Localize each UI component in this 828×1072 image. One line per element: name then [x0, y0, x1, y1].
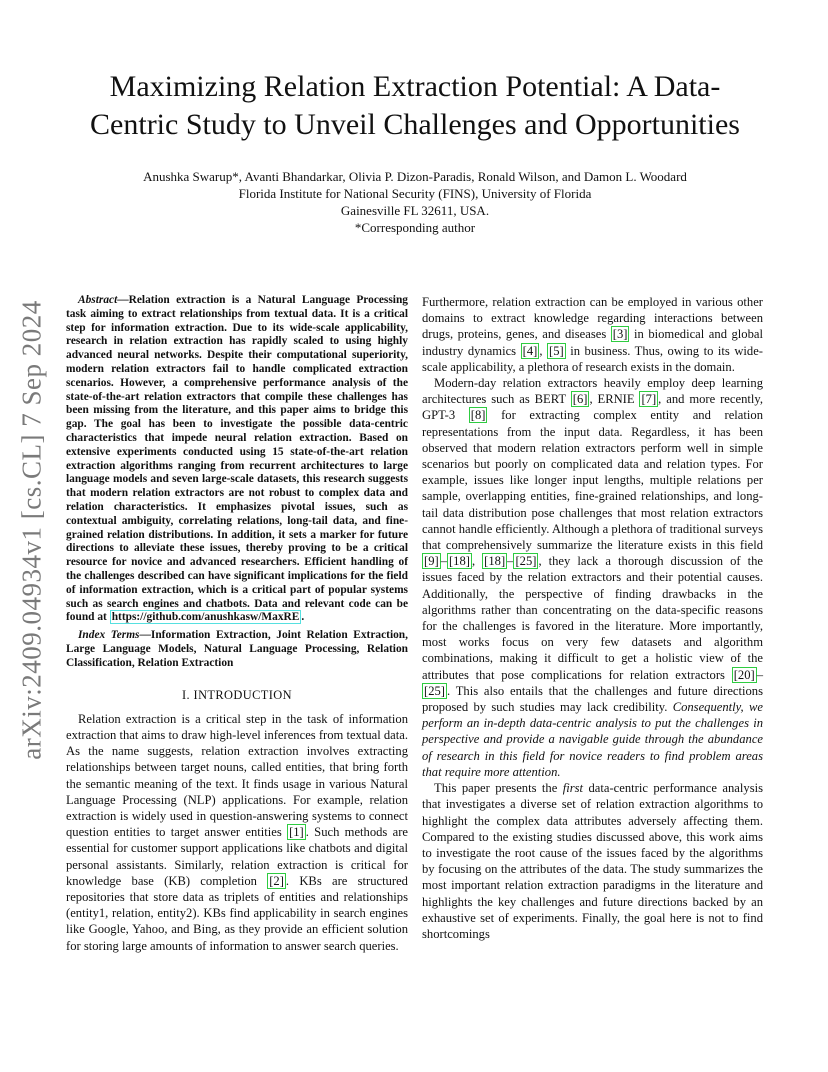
text-run: , and more recently, GPT-3 — [422, 392, 763, 423]
citation-link[interactable]: [7] — [641, 392, 657, 407]
intro-paragraph-2 — [422, 294, 763, 375]
affiliation-line-1: Florida Institute for National Security (FINS), University of Florida — [238, 186, 592, 201]
text-run: . KBs are structured repositories that store data as triplets of entities and relationships (entity1, relation, entity2). KBs find applicability in search engines like Google, Yahoo, and Bing, as they provide an efficient solution for storing large amounts of information to answer search queries. — [66, 873, 408, 953]
citation-link[interactable]: [25] — [424, 683, 445, 698]
text-run: , — [539, 343, 547, 358]
text-run: . Such methods are essential for customer support applications like chatbots and digital personal assistants. Similarly, relation extraction is critical for knowledge base (KB) completion — [66, 825, 408, 888]
text-run: in biomedical and global industry dynamics — [422, 327, 763, 358]
abstract-end: . — [301, 611, 305, 624]
citation-link[interactable]: [18] — [448, 554, 470, 569]
citation-link[interactable]: [1] — [289, 825, 304, 840]
text-run: for extracting complex entity and relation representations from the input data. Regardless, it has been observed that modern relation extractors perform well in simple scenarios but poorly on complicated data and relation types. For example, issues like longer input lengths, multiple relations per sample, overlapping entities, fine-grained relationships, and long-tail data distribution pose challenges that most relation extractors cannot handle efficiently. Although a plethora of traditional surveys that comprehensively summarize the literature exists in this field — [422, 408, 763, 553]
paper-header — [70, 68, 760, 236]
text-run: Furthermore, relation extraction can be employed in various other domains to extract knowledge regarding interactions between drugs, proteins, genes, and diseases — [422, 295, 763, 342]
index-terms-text: —Information Extraction, Joint Relation Extraction, Large Language Models, Natural Language Processing, Relation Classification, Relation Extraction — [66, 629, 408, 669]
index-terms — [66, 629, 408, 670]
text-run: This paper presents the — [434, 781, 563, 796]
citation-link[interactable]: [8] — [470, 408, 486, 423]
code-repository-link[interactable]: https://github.com/anushkasw/MaxRE — [111, 611, 300, 624]
paper-title: Maximizing Relation Extraction Potential: A Data-Centric Study to Unveil Challenges and Opportunities — [90, 70, 740, 141]
text-run: data-centric performance analysis that investigates a diverse set of relation extraction algorithms to highlight the complex data attributes adversely affecting them. Compared to the existing studies discussed above, this work aims to investigate the root cause of the issues faced by the algorithms by focusing on the attributes of the data. The study summarizes the most important relation extraction paradigms in the literature and highlights the key challenges and future directions backed by an exhaustive set of experiments. Finally, the goal here is not to find shortcomings — [422, 781, 763, 941]
affiliation-line-2: Gainesville FL 32611, USA. — [340, 203, 490, 218]
text-run: in business. Thus, owing to its wide-scale applicability, a plethora of research exists in the domain. — [422, 343, 764, 374]
intro-paragraph-4 — [422, 780, 763, 942]
intro-paragraph-3 — [422, 375, 763, 780]
abstract — [66, 294, 408, 625]
arxiv-identifier: arXiv:2409.04934v1 [cs.CL] 7 Sep 2024 — [16, 300, 47, 760]
citation-link[interactable]: [3] — [612, 327, 628, 342]
citation-link[interactable]: [9] — [424, 554, 439, 569]
abstract-text: —Relation extraction is a Natural Language Processing task aiming to extract relationships from textual data. It is a critical step for information extraction. Due to its wide-scale applicability, research in relation extraction has rapidly scaled to using highly advanced neural networks. Despite their computational superiority, modern relation extractors fail to handle complicated extraction scenarios. However, a comprehensive performance analysis of the state-of-the-art relation extractors that compile these challenges has been missing from the literature, and this paper aims to bridge this gap. The goal has been to investigate the possible data-centric characteristics that impede neural relation extraction. Based on extensive experiments conducted using 15 state-of-the-art relation extraction algorithms ranging from recurrent architectures to large language models and seven large-scale datasets, this research suggests that modern relation extractors are not robust to complex data and relation characteristics. It emphasizes pivotal issues, such as contextual ambiguity, correlating relations, long-tail data, and fine-grained relation distributions. In addition, it sets a marker for future directions to alleviate these issues, thereby proving to be a critical resource for novice and advanced researchers. Efficient handling of the challenges described can have significant implications for the field of information extraction, which is a critical part of popular systems such as search engines and chatbots. Data and relevant code can be found at — [66, 294, 408, 624]
citation-link[interactable]: [4] — [522, 343, 538, 358]
left-column — [66, 294, 408, 954]
italic-text-run: first — [562, 781, 584, 796]
italic-text-run: Consequently, we perform an in-depth data-centric analysis to put the challenges in perspective and provide a navigable guide through the abundance of research in this field for novice readers to find problem areas that require more attention. — [422, 700, 763, 779]
abstract-lead: Abstract — [78, 294, 118, 306]
citation-link[interactable]: [18] — [484, 554, 506, 569]
text-run: , they lack a thorough discussion of the issues faced by the relation extractors and their potential causes. Additionally, the perspective of finding drawbacks in the algorithms rather than concentrating on the data-specific reasons for the challenges is favored in the literature. More importantly, most works focus on very few datasets and algorithm combinations, making it difficult to get a holistic view of the attributes that pose complications for relation extractors — [422, 554, 764, 682]
text-run: Modern-day relation extractors heavily employ deep learning architectures such as BERT — [422, 376, 763, 407]
text-run: . This also entails that the challenges and future directions proposed by such studies may lack credibility. — [422, 683, 763, 715]
citation-link[interactable]: [20] — [733, 667, 755, 682]
text-run: , — [471, 554, 483, 569]
intro-paragraph-1 — [66, 711, 408, 954]
text-run: , ERNIE — [589, 392, 640, 407]
arxiv-side-stamp — [2, 300, 62, 760]
citation-link[interactable]: [6] — [572, 392, 588, 407]
citation-link[interactable]: [5] — [549, 343, 564, 358]
author-list: Anushka Swarup*, Avanti Bhandarkar, Olivia P. Dizon-Paradis, Ronald Wilson, and Damon L. Woodard — [143, 169, 687, 184]
right-column — [422, 294, 763, 942]
text-run: Relation extraction is a critical step in the task of information extraction that aims to draw high-level inferences from textual data. As the name suggests, relation extraction involves extracting relationships between target nouns, called entities, that bring forth the semantic meaning of the text. It finds usage in various Natural Language Processing (NLP) applications. For example, relation extraction is widely used in question-answering systems to connect question entities to target answer entities — [66, 711, 408, 840]
section-heading-introduction: I. INTRODUCTION — [182, 687, 292, 702]
citation-link[interactable]: [25] — [515, 554, 537, 569]
text-run: – — [507, 554, 514, 569]
citation-link[interactable]: [2] — [269, 873, 284, 888]
corresponding-author-note: *Corresponding author — [354, 220, 476, 235]
text-run: – — [440, 554, 447, 569]
text-run: – — [756, 667, 763, 682]
index-terms-lead: Index Terms — [78, 629, 140, 642]
